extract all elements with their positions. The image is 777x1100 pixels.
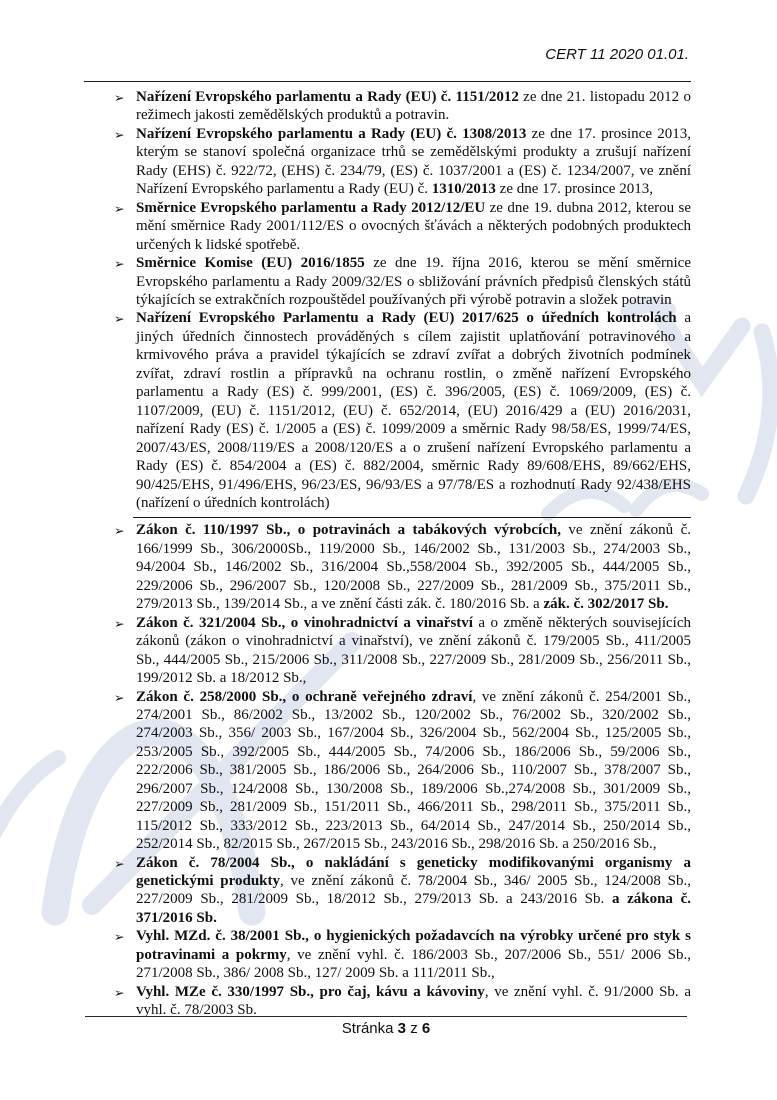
list-item xyxy=(114,125,691,199)
law-title: 1310/2013 xyxy=(431,181,496,198)
law-amendments-text: ze dne 19. října 2016, kterou se mění směrnice Evropského parlamentu a Rady 2009/32/ES o sbližování právních předpisů členských států týkajících se extrakčních rozpouštědel používaných při výrobě potravin a složek potravin xyxy=(136,255,691,308)
arrow-bullet-icon: ➢ xyxy=(114,311,125,327)
law-title: Nařízení Evropského Parlamentu a Rady (EU) 2017/625 o úředních kontrolách xyxy=(136,310,677,327)
law-amendments-text: a jiných úředních činnostech prováděných s cílem zajistit uplatňování potravinového a krmivového práva a pravidel týkajících se zdraví zvířat a dobrých životních podmínek zvířat, zdraví rostlin a přípravků na ochranu rostlin, o změně nařízení Evropského parlamentu a Rady (ES) č. 999/2001, (ES) č. 396/2005, (ES) č. 1069/2009, (ES) č. 1107/2009, (EU) č. 1151/2012, (EU) č. 652/2014, (EU) 2016/429 a (EU) 2016/2031, nařízení Rady (ES) č. 1/2005 a (ES) č. 1099/2009 a směrnic Rady 98/58/ES, 1999/74/ES, 2007/43/ES, 2008/119/ES a 2008/120/ES a o zrušení nařízení Evropského parlamentu a Rady (ES) č. 854/2004 a (ES) č. 882/2004, směrnic Rady 89/608/EHS, 89/662/EHS, 90/425/EHS, 91/496/EHS, 96/23/ES, 96/93/ES a 97/78/ES a rozhodnutí Rady 92/438/EHS (nařízení o úředních kontrolách) xyxy=(136,310,691,511)
law-title: Zákon č. 321/2004 Sb., o vinohradnictví a vinařství xyxy=(136,614,473,631)
header-divider xyxy=(84,81,691,82)
footer-divider xyxy=(85,1016,687,1017)
arrow-bullet-icon: ➢ xyxy=(114,929,125,945)
footer-total-pages: 6 xyxy=(421,1020,431,1037)
list-item xyxy=(114,983,691,1020)
law-amendments-text: , ve znění zákonů č. 78/2004 Sb., 346/ 2005 Sb., 124/2008 Sb., 227/2009 Sb., 281/2009 Sb., 18/2012 Sb., 279/2013 Sb. a 243/2016 Sb. xyxy=(136,873,691,908)
list-item xyxy=(114,927,691,982)
law-amendments-text: a o změně některých souvisejících zákonů (zákon o vinohradnictví a vinařství), ve znění zákonů č. 179/2005 Sb., 411/2005 Sb., 444/2005 Sb., 215/2006 Sb., 311/2008 Sb., 227/2009 Sb., 281/2009 Sb., 256/2011 Sb., 199/2012 Sb. a 18/2012 Sb., xyxy=(136,614,691,687)
law-title: Zákon č. 258/2000 Sb., o ochraně veřejného zdraví xyxy=(136,688,473,705)
law-title: Nařízení Evropského parlamentu a Rady (EU) č. 1308/2013 xyxy=(136,125,527,142)
arrow-bullet-icon: ➢ xyxy=(114,90,125,105)
law-amendments-text: ze dne 19. dubna 2012, kterou se mění směrnice Rady 2001/112/ES o ovocných šťávách a některých podobných produktech určených k lidské spotřebě. xyxy=(136,199,691,253)
list-item xyxy=(114,88,691,125)
list-item xyxy=(114,521,691,613)
law-title: a zákona č. 371/2016 Sb. xyxy=(136,891,691,926)
page-number-footer xyxy=(85,1020,687,1037)
law-title: Směrnice Evropského parlamentu a Rady 2012/12/EU xyxy=(136,199,486,216)
eu-regulations-list xyxy=(114,88,691,512)
arrow-bullet-icon: ➢ xyxy=(114,984,125,1000)
arrow-bullet-icon: ➢ xyxy=(114,200,125,216)
law-title: Vyhl. MZe č. 330/1997 Sb., pro čaj, kávu a kávoviny xyxy=(136,983,485,1000)
list-item xyxy=(114,254,691,309)
arrow-bullet-icon: ➢ xyxy=(114,855,125,871)
law-title: Nařízení Evropského parlamentu a Rady (EU) č. 1151/2012 xyxy=(136,89,519,105)
list-item xyxy=(114,199,691,254)
law-title: Zákon č. 110/1997 Sb., o potravinách a tabákových výrobcích, xyxy=(136,522,561,539)
national-laws-list xyxy=(114,521,691,1019)
law-amendments-text: , ve znění vyhl. č. 91/2000 Sb. a vyhl. č. 78/2003 Sb. xyxy=(136,983,691,1019)
arrow-bullet-icon: ➢ xyxy=(114,523,125,539)
footer-of-label: z xyxy=(410,1020,418,1037)
footer-page-number: 3 xyxy=(397,1020,407,1037)
list-item xyxy=(114,614,691,688)
law-amendments-text: , ve znění vyhl. č. 186/2003 Sb., 207/2006 Sb., 551/ 2006 Sb., 271/2008 Sb., 386/ 2008 Sb., 127/ 2009 Sb. a 111/2011 Sb., xyxy=(136,946,691,982)
arrow-bullet-icon: ➢ xyxy=(114,256,125,272)
arrow-bullet-icon: ➢ xyxy=(114,615,125,631)
list-item xyxy=(114,688,691,854)
section-divider xyxy=(133,517,691,518)
arrow-bullet-icon: ➢ xyxy=(114,126,125,142)
footer-label: Stránka xyxy=(341,1020,394,1037)
list-item xyxy=(114,309,691,512)
law-title: Zákon č. 78/2004 Sb., o nakládání s geneticky modifikovanými organismy a genetickými produkty xyxy=(136,854,691,890)
document-code-header: CERT 11 2020 01.01. xyxy=(545,46,689,63)
law-amendments-text: , ve znění zákonů č. 254/2001 Sb., 274/2001 Sb., 86/2002 Sb., 13/2002 Sb., 120/2002 Sb., 76/2002 Sb., 320/2002 Sb., 274/2003 Sb., 356/ 2003 Sb., 167/2004 Sb., 326/2004 Sb., 562/2004 Sb., 125/2005 Sb., 253/2005 Sb., 392/2005 Sb., 444/2005 Sb., 74/2006 Sb., 186/2006 Sb., 59/2006 Sb., 222/2006 Sb., 381/2005 Sb., 186/2006 Sb., 264/2006 Sb., 110/2007 Sb., 378/2007 Sb., 296/2007 Sb., 124/2008 Sb., 130/2008 Sb., 189/2006 Sb.,274/2008 Sb., 301/2009 Sb., 227/2009 Sb., 281/2009 Sb., 151/2011 Sb., 466/2011 Sb., 298/2011 Sb., 375/2011 Sb., 115/2012 Sb., 333/2012 Sb., 223/2013 Sb., 64/2014 Sb., 247/2014 Sb., 250/2014 Sb., 252/2014 Sb., 82/2015 Sb., 267/2015 Sb., 243/2016 Sb., 298/2016 Sb. a 250/2016 Sb., xyxy=(136,688,692,853)
law-amendments-text: ze dne 17. prosince 2013, kterým se stanoví společná organizace trhů se zemědělskými produkty a zrušují nařízení Rady (EHS) č. 922/72, (EHS) č. 234/79, (ES) č. 1037/2001 a (ES) č. 1234/2007, ve znění Nařízení Evropského parlamentu a Rady (EU) č. xyxy=(136,125,691,198)
law-title: Směrnice Komise (EU) 2016/1855 xyxy=(136,255,365,272)
list-item xyxy=(114,854,691,928)
law-amendments-text: ze dne 17. prosince 2013, xyxy=(495,181,653,198)
arrow-bullet-icon: ➢ xyxy=(114,689,125,705)
law-amendments-text: ve znění zákonů č. 166/1999 Sb., 306/2000Sb., 119/2000 Sb., 146/2002 Sb., 131/2003 Sb., 274/2003 Sb., 94/2004 Sb., 146/2002 Sb., 316/2004 Sb.,558/2004 Sb., 392/2005 Sb., 444/2005 Sb., 229/2006 Sb., 296/2007 Sb., 120/2008 Sb., 227/2009 Sb., 281/2009 Sb., 375/2011 Sb., 279/2013 Sb., 139/2014 Sb., a ve znění části zák. č. 180/2016 Sb. a xyxy=(136,522,691,613)
document-body xyxy=(114,88,691,1020)
law-amendments-text: ze dne 21. listopadu 2012 o režimech jakosti zemědělských produktů a potravin. xyxy=(136,89,691,124)
law-title: zák. č. 302/2017 Sb. xyxy=(543,596,669,613)
law-title: Vyhl. MZd. č. 38/2001 Sb., o hygienických požadavcích na výrobky určené pro styk s potravinami a pokrmy xyxy=(136,928,691,963)
